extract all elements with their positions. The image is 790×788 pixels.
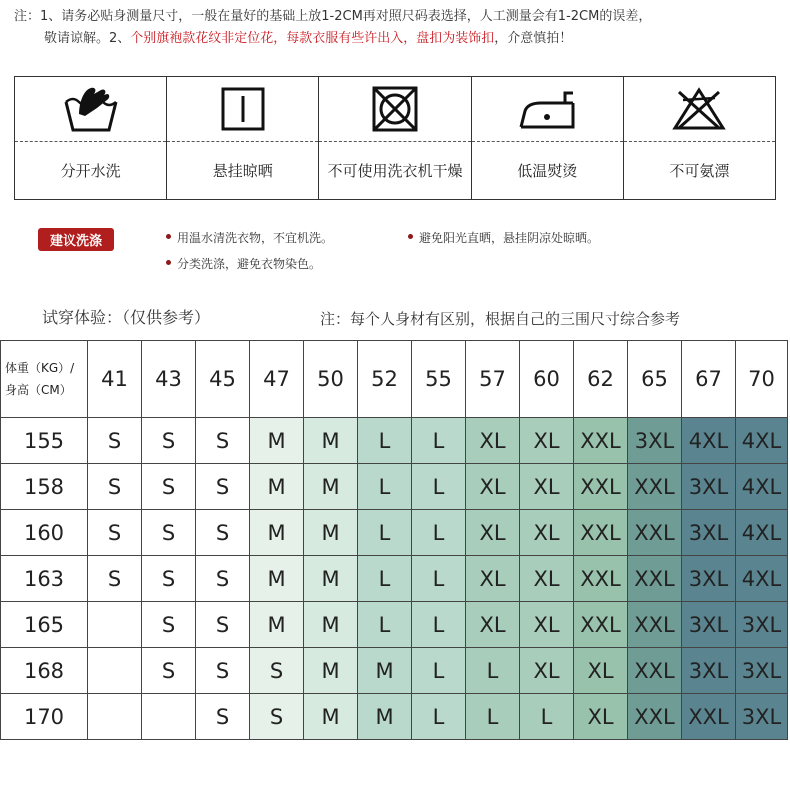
size-cell: M xyxy=(250,510,304,556)
bullet-icon xyxy=(166,234,171,239)
size-cell: L xyxy=(412,510,466,556)
size-cell: L xyxy=(412,556,466,602)
care-label-hand-wash: 分开水洗 xyxy=(60,162,121,180)
size-cell: XXL xyxy=(628,602,682,648)
care-label-hang-dry: 悬挂晾晒 xyxy=(212,162,273,180)
size-cell: L xyxy=(358,510,412,556)
size-cell: L xyxy=(358,418,412,464)
table-row xyxy=(1,510,788,556)
weight-header-70: 70 xyxy=(736,341,788,418)
size-cell: S xyxy=(250,648,304,694)
size-cell: L xyxy=(358,464,412,510)
size-cell: 3XL xyxy=(682,556,736,602)
size-cell: L xyxy=(520,694,574,740)
size-cell xyxy=(88,648,142,694)
size-cell: L xyxy=(466,694,520,740)
size-cell: M xyxy=(358,694,412,740)
size-cell: 3XL xyxy=(628,418,682,464)
weight-header-43: 43 xyxy=(142,341,196,418)
size-cell: S xyxy=(196,648,250,694)
size-cell: L xyxy=(412,602,466,648)
size-cell: S xyxy=(88,556,142,602)
wash-suggestion-tag: 建议洗涤 xyxy=(38,228,114,251)
no-tumble-dry-icon xyxy=(370,84,420,134)
care-label-no-bleach: 不可氨漂 xyxy=(669,162,730,180)
weight-header-62: 62 xyxy=(574,341,628,418)
size-cell: XL xyxy=(466,510,520,556)
size-cell: XL xyxy=(520,464,574,510)
size-cell: L xyxy=(412,464,466,510)
size-cell: S xyxy=(88,418,142,464)
size-cell: L xyxy=(466,648,520,694)
size-cell: XL xyxy=(466,602,520,648)
table-row xyxy=(1,464,788,510)
care-hang-dry xyxy=(167,77,319,199)
care-instructions-table xyxy=(14,76,776,200)
bullet-icon xyxy=(166,260,171,265)
size-cell xyxy=(88,694,142,740)
table-row xyxy=(1,556,788,602)
trial-note: 注：每个人身材有区别，根据自己的三围尺寸综合参考 xyxy=(320,310,681,328)
weight-header-50: 50 xyxy=(304,341,358,418)
size-cell: M xyxy=(304,556,358,602)
size-cell: L xyxy=(412,648,466,694)
size-cell: XL xyxy=(574,648,628,694)
size-cell: M xyxy=(304,418,358,464)
weight-header-55: 55 xyxy=(412,341,466,418)
size-cell: S xyxy=(88,510,142,556)
size-cell: M xyxy=(250,464,304,510)
size-cell: S xyxy=(196,418,250,464)
care-label-low-iron: 低温熨烫 xyxy=(517,162,578,180)
height-label-160: 160 xyxy=(1,510,88,556)
size-chart-header-row xyxy=(1,341,788,418)
size-cell: XXL xyxy=(628,464,682,510)
size-cell: XL xyxy=(466,418,520,464)
height-label-168: 168 xyxy=(1,648,88,694)
size-cell: 3XL xyxy=(682,602,736,648)
size-cell: XXL xyxy=(628,510,682,556)
size-cell: XL xyxy=(520,556,574,602)
size-cell: XL xyxy=(574,694,628,740)
size-cell: M xyxy=(304,602,358,648)
weight-header-67: 67 xyxy=(682,341,736,418)
size-cell xyxy=(142,694,196,740)
size-chart xyxy=(0,340,788,740)
size-cell: S xyxy=(142,464,196,510)
size-cell: XXL xyxy=(628,556,682,602)
size-cell: S xyxy=(142,648,196,694)
height-label-163: 163 xyxy=(1,556,88,602)
size-cell: 4XL xyxy=(736,418,788,464)
size-cell: XXL xyxy=(574,556,628,602)
weight-header-65: 65 xyxy=(628,341,682,418)
care-label-no-tumble-dry: 不可使用洗衣机干燥 xyxy=(327,162,463,180)
notice-warning: 个别旗袍款花纹非定位花，每款衣服有些许出入，盘扣为装饰扣 xyxy=(130,31,495,46)
size-cell: M xyxy=(358,648,412,694)
size-cell: XL xyxy=(520,510,574,556)
size-cell: XXL xyxy=(574,464,628,510)
size-cell: 3XL xyxy=(682,648,736,694)
size-cell: S xyxy=(196,510,250,556)
tip-avoid-sun: 避免阳光直晒，悬挂阴凉处晾晒。 xyxy=(408,229,599,246)
size-cell: S xyxy=(142,510,196,556)
size-cell: S xyxy=(88,464,142,510)
size-cell: M xyxy=(304,510,358,556)
size-cell: 4XL xyxy=(736,510,788,556)
size-cell: M xyxy=(304,464,358,510)
weight-header-57: 57 xyxy=(466,341,520,418)
size-cell: XXL xyxy=(574,510,628,556)
size-cell: 3XL xyxy=(682,464,736,510)
care-no-bleach xyxy=(624,77,775,199)
care-low-iron xyxy=(472,77,624,199)
height-label-170: 170 xyxy=(1,694,88,740)
hang-dry-icon xyxy=(220,86,266,132)
size-cell: 3XL xyxy=(736,602,788,648)
no-bleach-icon xyxy=(669,84,729,134)
height-label-158: 158 xyxy=(1,464,88,510)
size-cell: S xyxy=(196,602,250,648)
size-cell: M xyxy=(304,694,358,740)
size-cell: 3XL xyxy=(736,694,788,740)
size-cell: 3XL xyxy=(736,648,788,694)
size-cell: XL xyxy=(466,464,520,510)
size-cell: 4XL xyxy=(736,464,788,510)
low-iron-icon xyxy=(517,87,577,131)
size-cell: L xyxy=(412,418,466,464)
size-cell: XL xyxy=(520,602,574,648)
table-row xyxy=(1,418,788,464)
notice-line-2: 敬请谅解。2、个别旗袍款花纹非定位花，每款衣服有些许出入，盘扣为装饰扣，介意慎拍！ xyxy=(44,31,573,46)
size-cell: XXL xyxy=(682,694,736,740)
weight-header-52: 52 xyxy=(358,341,412,418)
weight-header-60: 60 xyxy=(520,341,574,418)
trial-title: 试穿体验：（仅供参考） xyxy=(42,308,211,327)
table-row xyxy=(1,602,788,648)
size-cell: S xyxy=(142,418,196,464)
size-cell: 4XL xyxy=(682,418,736,464)
weight-height-corner: 体重（KG）/ 身高（CM） xyxy=(1,341,88,418)
size-cell: S xyxy=(196,694,250,740)
size-cell: XL xyxy=(520,648,574,694)
size-cell: S xyxy=(142,556,196,602)
size-cell: S xyxy=(196,556,250,602)
height-label-155: 155 xyxy=(1,418,88,464)
size-cell: XXL xyxy=(574,602,628,648)
size-cell: M xyxy=(250,602,304,648)
size-cell: L xyxy=(358,556,412,602)
size-cell: 3XL xyxy=(682,510,736,556)
tip-warm-water: 用温水清洗衣物，不宜机洗。 xyxy=(166,229,333,246)
size-cell: S xyxy=(250,694,304,740)
size-cell: M xyxy=(250,556,304,602)
table-row xyxy=(1,648,788,694)
size-cell: XXL xyxy=(574,418,628,464)
size-cell: S xyxy=(196,464,250,510)
hand-wash-icon xyxy=(61,84,121,134)
size-cell: XXL xyxy=(628,648,682,694)
weight-header-45: 45 xyxy=(196,341,250,418)
size-cell: XL xyxy=(520,418,574,464)
table-row xyxy=(1,694,788,740)
weight-header-47: 47 xyxy=(250,341,304,418)
size-cell: M xyxy=(250,418,304,464)
height-label-165: 165 xyxy=(1,602,88,648)
tip-separate-wash: 分类洗涤，避免衣物染色。 xyxy=(166,255,321,272)
size-cell: S xyxy=(142,602,196,648)
bullet-icon xyxy=(408,234,413,239)
notice xyxy=(14,6,784,50)
size-cell: M xyxy=(304,648,358,694)
notice-line-1: 注：1、请务必贴身测量尺寸，一般在量好的基础上放1-2CM再对照尺码表选择，人工测量会有1-2CM的误差， xyxy=(14,9,652,24)
size-cell xyxy=(88,602,142,648)
size-cell: L xyxy=(412,694,466,740)
care-no-tumble-dry xyxy=(319,77,471,199)
size-cell: 4XL xyxy=(736,556,788,602)
care-hand-wash xyxy=(15,77,167,199)
size-cell: L xyxy=(358,602,412,648)
size-cell: XXL xyxy=(628,694,682,740)
size-cell: XL xyxy=(466,556,520,602)
weight-header-41: 41 xyxy=(88,341,142,418)
